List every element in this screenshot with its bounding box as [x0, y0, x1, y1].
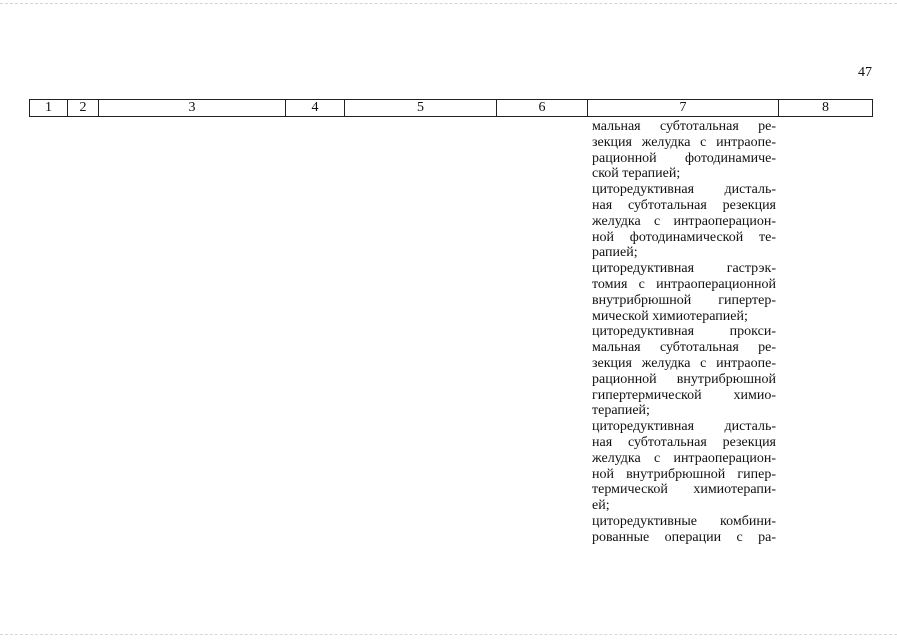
text-line: желудка с интраоперацион- [592, 213, 776, 229]
column-number-2: 2 [68, 100, 99, 117]
column-number-5: 5 [345, 100, 497, 117]
text-line: мальная субтотальная ре- [592, 340, 776, 356]
text-line: рованные операции с ра- [592, 529, 776, 545]
text-line: циторедуктивные комбини- [592, 513, 776, 529]
text-line: рационной внутрибрюшной [592, 371, 776, 387]
text-line: зекция желудка с интраопе- [592, 355, 776, 371]
text-line: ная субтотальная резекция [592, 197, 776, 213]
column-number-table [29, 99, 873, 117]
text-line: терапией; [592, 403, 650, 419]
text-line: внутрибрюшной гипертер- [592, 292, 776, 308]
text-line: гипертермической химио- [592, 387, 776, 403]
text-line: томия с интраоперационной [592, 276, 776, 292]
column-number-3: 3 [99, 100, 286, 117]
text-line: циторедуктивная гастрэк- [592, 261, 776, 277]
text-line: циторедуктивная прокси- [592, 324, 776, 340]
column-number-7: 7 [588, 100, 779, 117]
text-line: циторедуктивная дисталь- [592, 419, 776, 435]
text-line: термической химиотерапи- [592, 482, 776, 498]
text-line: ской терапией; [592, 166, 681, 182]
scan-bottom-edge [0, 634, 897, 635]
column-number-4: 4 [286, 100, 345, 117]
column-number-6: 6 [497, 100, 588, 117]
column-7-text [592, 119, 776, 546]
text-line: рапией; [592, 245, 638, 261]
text-line: циторедуктивная дисталь- [592, 182, 776, 198]
column-number-row [30, 100, 873, 117]
text-line: рационной фотодинамиче- [592, 150, 776, 166]
text-line: ей; [592, 498, 610, 514]
text-line: желудка с интраоперацион- [592, 450, 776, 466]
text-line: зекция желудка с интраопе- [592, 134, 776, 150]
column-number-1: 1 [30, 100, 68, 117]
text-line: мической химиотерапией; [592, 308, 748, 324]
text-line: мальная субтотальная ре- [592, 119, 776, 134]
scan-top-edge [0, 3, 897, 4]
column-number-8: 8 [779, 100, 873, 117]
text-line: ной внутрибрюшной гипер- [592, 466, 776, 482]
text-line: ная субтотальная резекция [592, 434, 776, 450]
page-number: 47 [858, 65, 872, 80]
text-line: ной фотодинамической те- [592, 229, 776, 245]
